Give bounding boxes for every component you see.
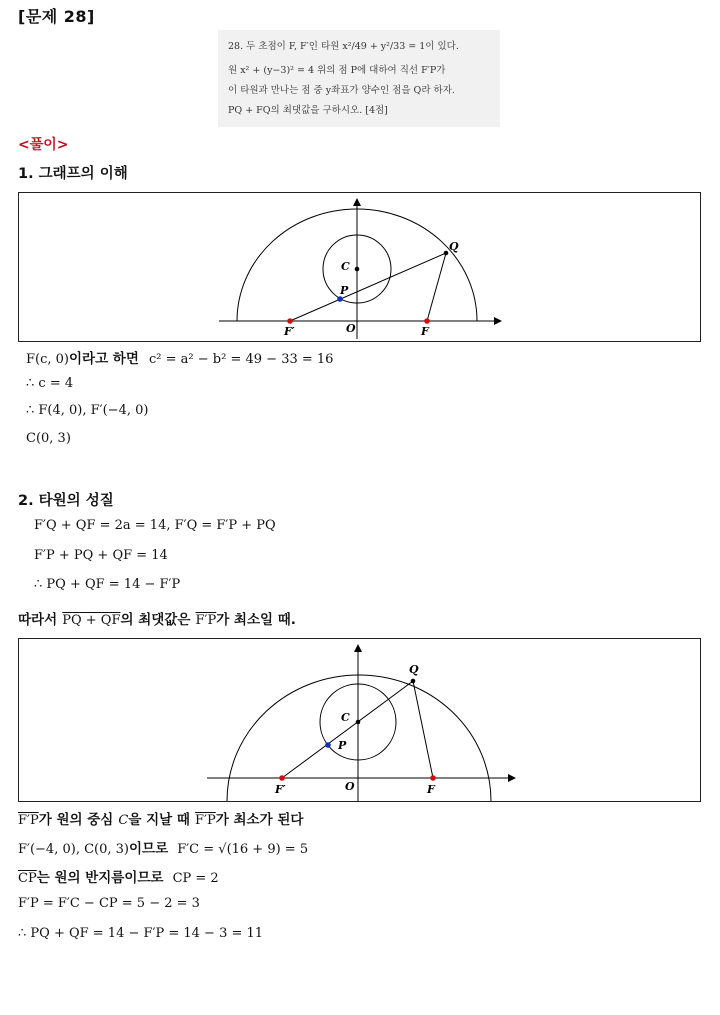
point-f <box>424 318 430 324</box>
s2-conclusion-text-3: 가 최소일 때. <box>216 612 296 628</box>
s3-line-3-text: 는 원의 반지름이므로 <box>36 870 164 886</box>
s3-line-1-text-2: 을 지날 때 <box>128 812 190 828</box>
s2-line-1: F′Q + QF = 2a = 14, F′Q = F′P + PQ <box>34 518 276 533</box>
s3-line-3 <box>18 866 219 886</box>
point-f <box>430 775 436 781</box>
problem-line-2: 원 x² + (y−3)² = 4 위의 점 P에 대하여 직선 F′P가 <box>228 65 446 76</box>
s2-line-3: ∴ PQ + QF = 14 − F′P <box>34 577 181 592</box>
s3-line-5: ∴ PQ + QF = 14 − F′P = 14 − 3 = 11 <box>18 926 264 941</box>
line-fprime-q <box>282 681 413 778</box>
label-c: C <box>341 260 350 273</box>
label-f: F <box>421 325 429 338</box>
s2-conclusion-math-2: F′P <box>195 613 217 628</box>
s2-conclusion <box>18 608 296 628</box>
label-p: P <box>338 739 347 752</box>
s1-line-2: ∴ c = 4 <box>26 376 74 391</box>
s3-line-4: F′P = F′C − CP = 5 − 2 = 3 <box>18 896 200 911</box>
label-o: O <box>346 322 356 335</box>
s3-line-2 <box>18 837 308 857</box>
s3-line-2-text: 이므로 <box>128 841 169 857</box>
s3-line-3-math-2: CP = 2 <box>172 871 219 886</box>
point-q <box>411 679 416 684</box>
s1-line-4: C(0, 3) <box>26 431 71 446</box>
s3-line-1-math-1: F′P <box>18 813 39 828</box>
point-fprime <box>287 318 293 324</box>
figure-1-graph <box>19 193 702 343</box>
section-2-heading: 2. 타원의 성질 <box>18 493 114 509</box>
label-p: P <box>340 284 349 297</box>
s2-conclusion-math-1: PQ + QF <box>62 613 121 628</box>
s2-conclusion-text-2: 의 최댓값은 <box>120 612 191 628</box>
problem-title: [문제 28] <box>18 7 95 26</box>
point-c <box>355 267 360 272</box>
s3-line-1-math-3: F′P <box>195 813 216 828</box>
line-q-f <box>427 253 446 321</box>
s3-line-2-math-1: F′(−4, 0), C(0, 3) <box>18 842 129 857</box>
s3-line-3-math-1: $\overline{CP}$ <box>18 871 37 886</box>
s2-conclusion-text-1: 따라서 <box>18 612 58 628</box>
s1-line-3: ∴ F(4, 0), F′(−4, 0) <box>26 403 149 418</box>
label-o: O <box>345 780 355 793</box>
s1-line-1-math: F(c, 0) <box>26 352 69 367</box>
label-q: Q <box>449 240 459 253</box>
line-fprime-q <box>290 253 446 321</box>
s3-line-1 <box>18 808 303 828</box>
label-f: F <box>427 783 435 796</box>
s3-line-1-text-3: 가 최소가 된다 <box>215 812 304 828</box>
ellipse-curve <box>227 675 491 801</box>
point-p <box>325 742 331 748</box>
s3-line-1-text-1: 가 원의 중심 <box>38 812 114 828</box>
solution-label: <풀이> <box>18 137 69 153</box>
figure-2-graph <box>19 639 702 803</box>
point-q <box>444 251 449 256</box>
label-fprime: F′ <box>275 783 286 796</box>
s3-line-1-math-2: C <box>118 813 129 828</box>
s1-line-1 <box>26 347 333 367</box>
s1-line-1-text: 이라고 하면 <box>68 351 139 367</box>
problem-line-3: 이 타원과 만나는 점 중 y좌표가 양수인 점을 Q라 하자. <box>228 85 455 96</box>
point-c <box>356 720 361 725</box>
section-1-heading: 1. 그래프의 이해 <box>18 166 128 182</box>
label-fprime: F′ <box>284 325 295 338</box>
s3-line-2-math-2: F′C = √(16 + 9) = 5 <box>177 842 309 857</box>
line-q-f <box>413 681 433 778</box>
problem-line-1: 28. 두 초점이 F, F′인 타원 x²/49 + y²/33 = 1이 있다. <box>228 41 459 52</box>
s2-line-2: F′P + PQ + QF = 14 <box>34 548 168 563</box>
problem-line-4: PQ + FQ의 최댓값을 구하시오. [4점] <box>228 105 388 116</box>
figure-1 <box>18 192 701 342</box>
label-q: Q <box>409 663 419 676</box>
point-p <box>337 296 343 302</box>
problem-statement-image <box>218 30 500 127</box>
figure-2 <box>18 638 701 802</box>
s1-line-1-eq: c² = a² − b² = 49 − 33 = 16 <box>149 352 334 367</box>
label-c: C <box>341 711 350 724</box>
point-fprime <box>279 775 285 781</box>
